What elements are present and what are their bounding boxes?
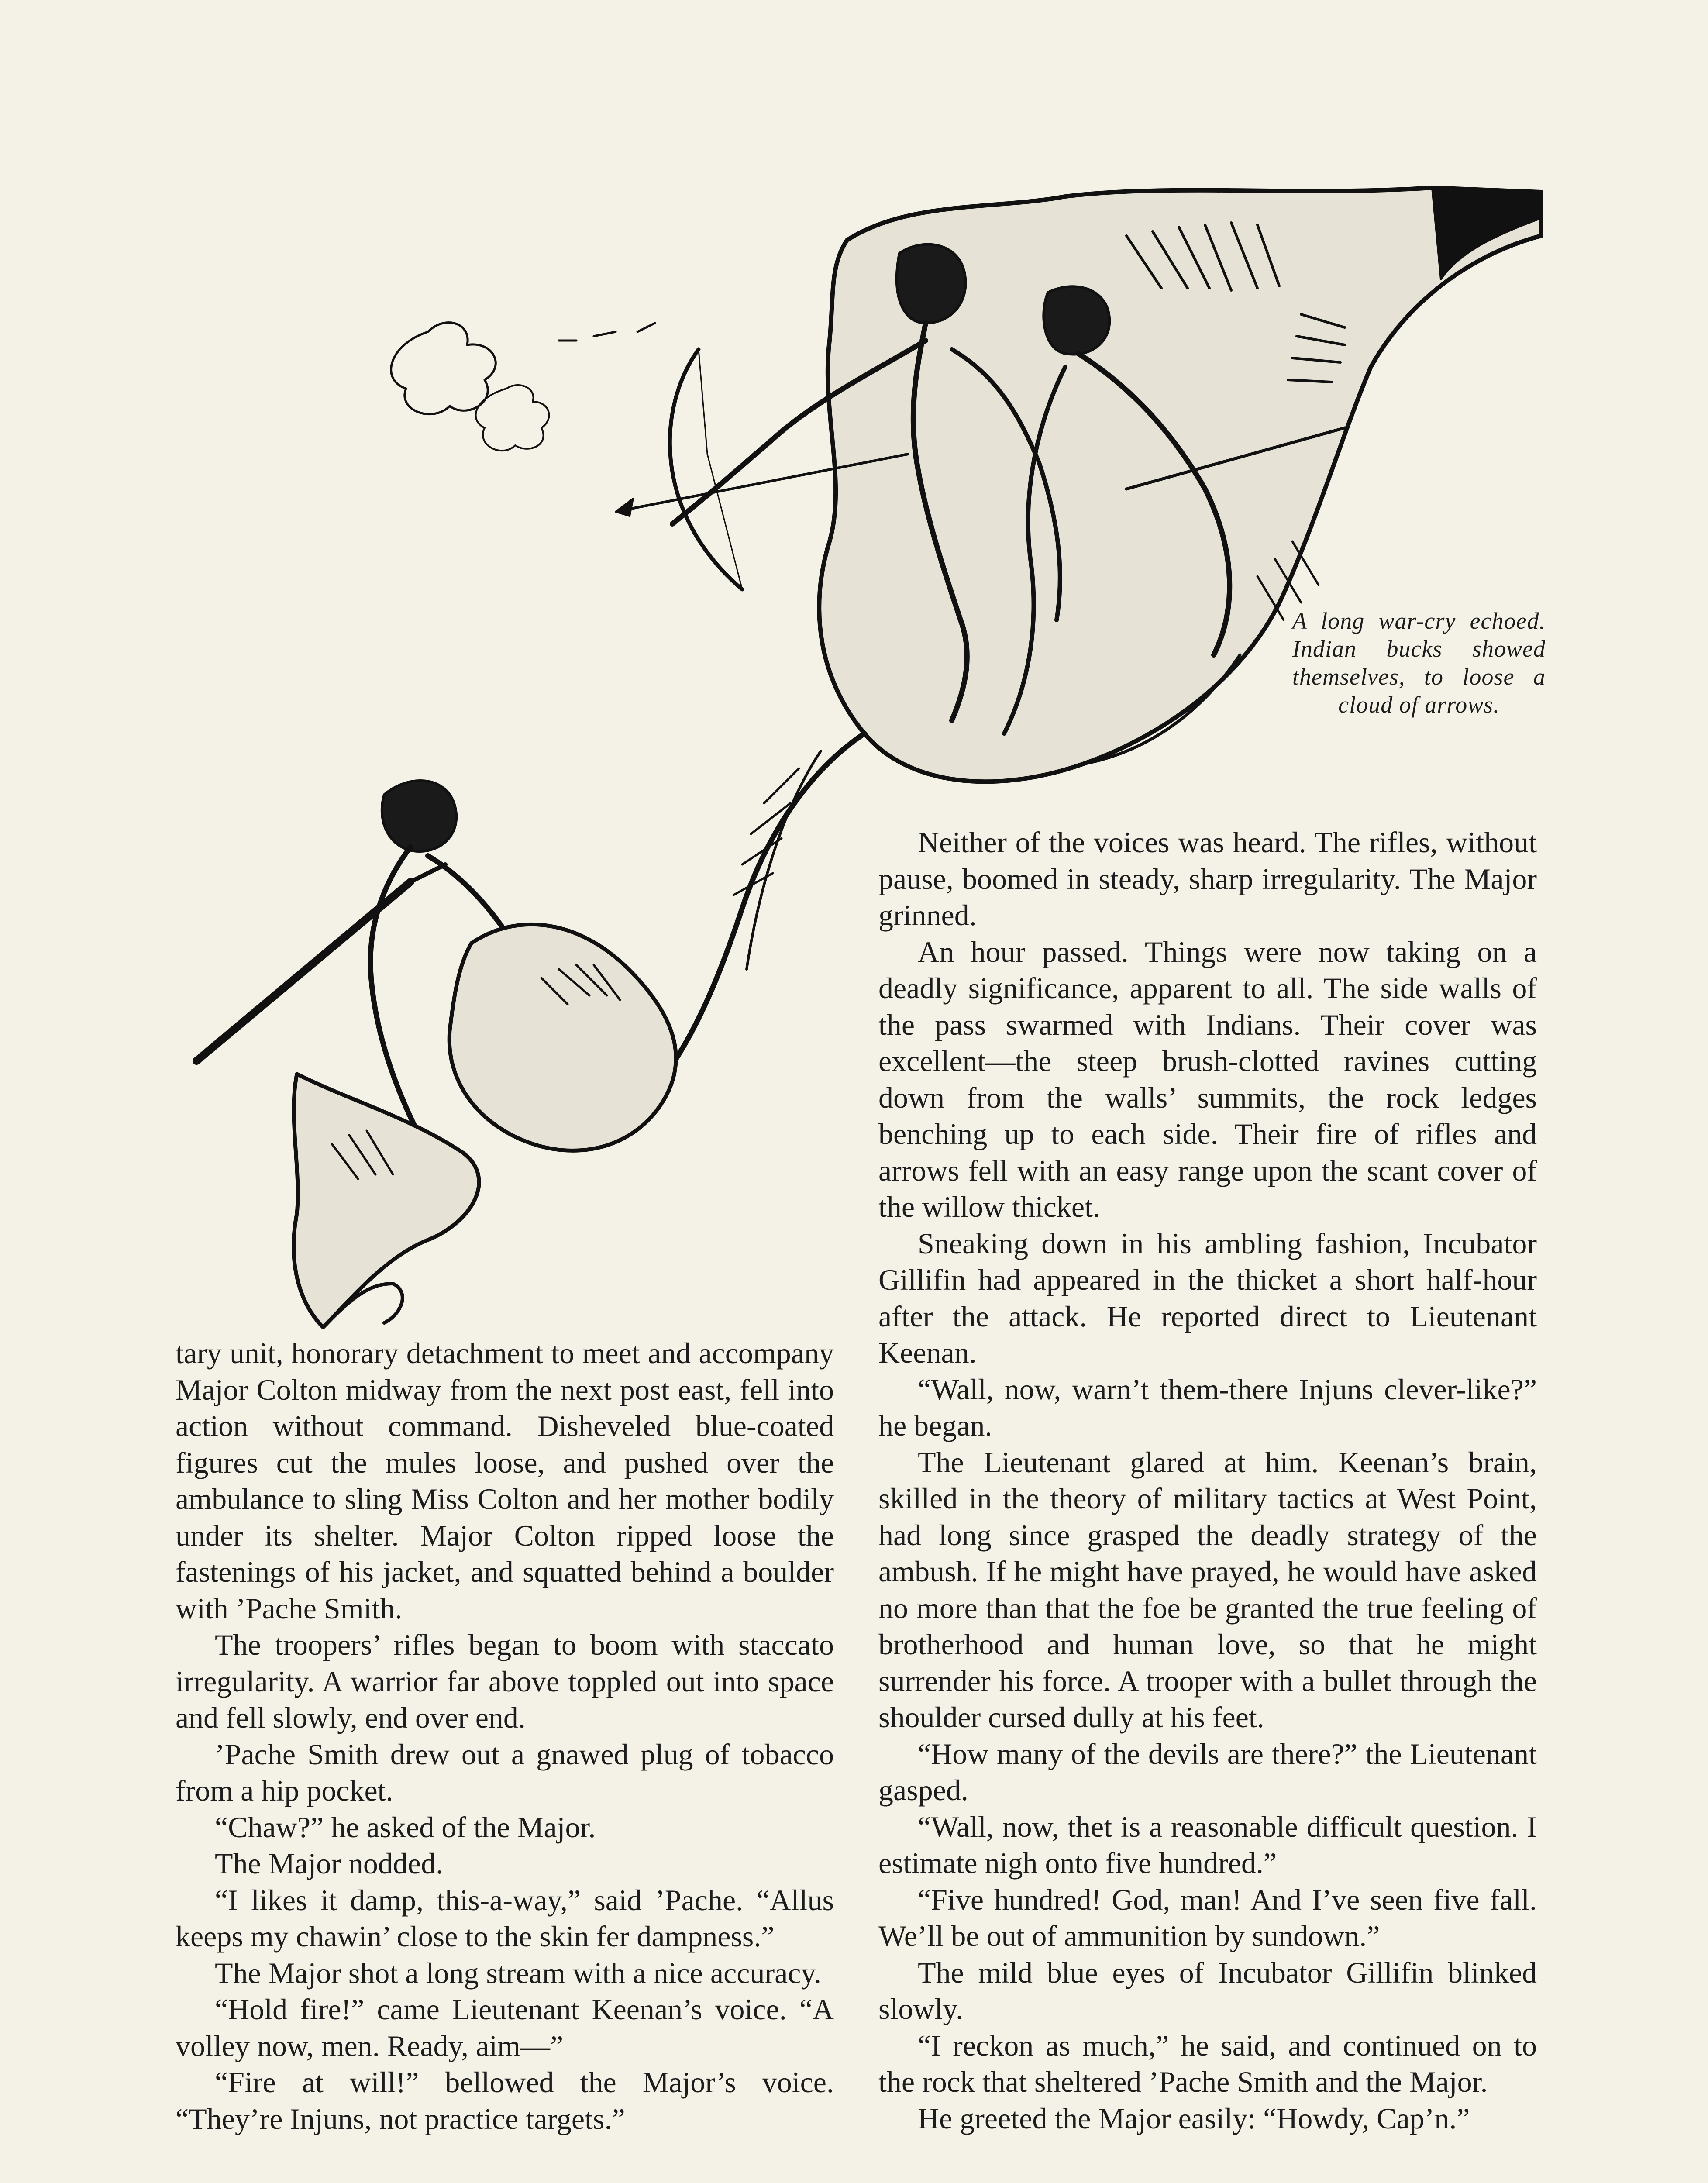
paragraph: The Lieutenant glared at him. Keenan’s brain, skilled in the theory of military tactics at West Point, had long since grasped the deadly strategy of the ambush. If he might have prayed, he would have asked no more than that the foe be granted the true feeling of brotherhood and human love, so that he might surrender his force. A trooper with a bullet through the shoulder cursed dully at his feet. [878,1445,1537,1734]
paragraph: The troopers’ rifles began to boom with staccato irregularity. A warrior far above toppled out into space and fell slowly, end over end. [176,1628,834,1734]
paragraph: “How many of the devils are there?” the Lieutenant gasped. [878,1737,1537,1807]
paragraph: “Wall, now, thet is a reasonable difficult question. I estimate nigh onto five hundred.” [878,1810,1537,1880]
paragraph: “Chaw?” he asked of the Major. [215,1810,596,1844]
caption-text: A long war-cry echoed. Indian bucks showed themselves, to loose a cloud of arrows. [1292,608,1546,718]
paragraph: tary unit, honorary detachment to meet and accompany Major Colton midway from the next post east, fell into action without command. Disheveled blue-coated figures cut the mules loose, and pushed over the ambulance to sling Miss Colton and her mother bodily under its shelter. Major Colton ripped loose the fastenings of his jacket, and squatted behind a boulder with ’Pache Smith. [176,1336,834,1625]
paragraph: “Hold fire!” came Lieutenant Keenan’s voice. “A volley now, men. Ready, aim—” [176,1993,834,2062]
paragraph: The mild blue eyes of Incubator Gillifin blinked slowly. [878,1956,1537,2025]
paragraph: Neither of the voices was heard. The rifles, without pause, boomed in steady, sharp irregularity. The Major grinned. [878,826,1537,932]
paragraph: “Fire at will!” bellowed the Major’s voice. “They’re Injuns, not practice targets.” [176,2066,834,2135]
paragraph: “Wall, now, warn’t them-there Injuns clever-like?” he began. [878,1372,1537,1442]
paragraph: “Five hundred! God, man! And I’ve seen five fall. We’ll be out of ammunition by sundown.” [878,1883,1537,1952]
paragraph: The Major nodded. [215,1847,444,1880]
right-text-column [878,824,1537,2137]
paragraph: Sneaking down in his ambling fashion, Incubator Gillifin had appeared in the thicket a short half-hour after the attack. He reported direct to Lieutenant Keenan. [878,1226,1537,1369]
paragraph: “I likes it damp, this-a-way,” said ’Pache. “Allus keeps my chawin’ close to the skin fer dampness.” [176,1883,834,1953]
paragraph: ’Pache Smith drew out a gnawed plug of tobacco from a hip pocket. [176,1737,834,1807]
illustration-caption [1292,607,1546,719]
left-text-column [176,1335,834,2137]
paragraph: The Major shot a long stream with a nice accuracy. [215,1956,822,1990]
paragraph: An hour passed. Things were now taking on a deadly significance, apparent to all. The side walls of the pass swarmed with Indians. Their cover was excellent—the steep brush-clotted ravines cutting down from the walls’ summits, the rock ledges benching up to each side. Their fire of rifles and arrows fell with an easy range upon the scant cover of the willow thicket. [878,935,1537,1223]
paragraph: He greeted the Major easily: “Howdy, Cap’n.” [918,2101,1470,2135]
paragraph: “I reckon as much,” he said, and continued on to the rock that sheltered ’Pache Smith and the Major. [878,2028,1537,2098]
